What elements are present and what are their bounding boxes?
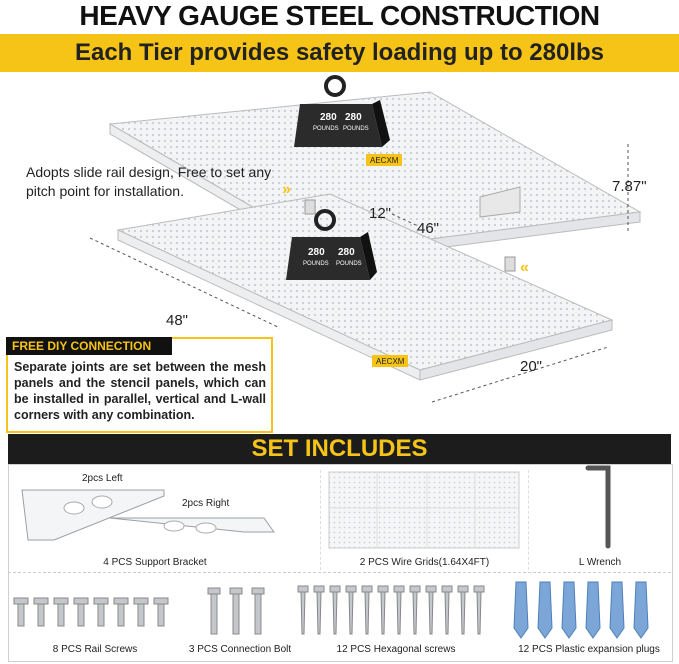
divider: [528, 470, 529, 570]
free-diy-text: Separate joints are set between the mesh panels and the stencil panels, which can be installed in parallel, vertical and L-wall corners with any combination.: [14, 360, 266, 422]
right-arrow-icon: »: [282, 181, 291, 198]
free-diy-heading: FREE DIY CONNECTION: [6, 337, 172, 355]
slide-rail-note: Adopts slide rail design, Free to set any pitch point for installation.: [26, 164, 272, 199]
upper-brand-text: AECXM: [370, 156, 399, 165]
set-includes-header: [8, 434, 671, 464]
load-banner: [0, 34, 679, 72]
range-min-dimension: 12": [369, 205, 392, 222]
expansion-plugs-image: [512, 578, 662, 642]
lower-weight-unit-2: POUNDS: [336, 261, 362, 267]
wire-grids-image: [327, 470, 522, 552]
rail-screws-image: [12, 590, 182, 638]
lower-weight-value: 280: [308, 247, 325, 258]
connection-bolts-image: [204, 584, 274, 640]
wire-grids-caption: 2 PCS Wire Grids(1.64X4FT): [359, 557, 490, 568]
load-banner-text: Each Tier provides safety loading up to 280lbs: [74, 39, 605, 66]
support-bracket-caption: 4 PCS Support Bracket: [103, 557, 207, 568]
hexagonal-screws-image: [296, 584, 500, 640]
lower-weight-value-2: 280: [338, 247, 355, 258]
range-max-dimension: 46": [417, 220, 440, 237]
length-dimension: 48": [166, 312, 189, 329]
upper-weight-unit: POUNDS: [313, 126, 339, 132]
support-bracket-image: [14, 470, 314, 556]
lower-brand-text: AECXM: [376, 357, 405, 366]
depth-dimension: 20": [520, 358, 543, 375]
lower-weight-unit: POUNDS: [303, 261, 329, 267]
bracket-left-label: 2pcs Left: [82, 473, 123, 484]
page-title: HEAVY GAUGE STEEL CONSTRUCTION: [79, 0, 600, 31]
divider: [320, 470, 321, 570]
l-wrench-icon: [580, 462, 630, 552]
bracket-right-label: 2pcs Right: [182, 498, 230, 509]
connection-bolts-caption: 3 PCS Connection Bolt: [188, 644, 292, 655]
l-wrench-caption: L Wrench: [578, 557, 622, 568]
upper-weight-unit-2: POUNDS: [343, 126, 369, 132]
divider: [8, 572, 671, 573]
upper-weight-value-2: 280: [345, 112, 362, 123]
rail-screws-caption: 8 PCS Rail Screws: [52, 644, 138, 655]
set-includes-title: SET INCLUDES: [251, 435, 428, 462]
hexagonal-screws-caption: 12 PCS Hexagonal screws: [336, 644, 456, 655]
upper-weight-value: 280: [320, 112, 337, 123]
height-dimension: 7.87": [612, 178, 647, 195]
expansion-plugs-caption: 12 PCS Plastic expansion plugs: [518, 644, 660, 655]
left-arrow-icon: «: [520, 259, 529, 276]
upper-weight-icon: [294, 77, 390, 147]
